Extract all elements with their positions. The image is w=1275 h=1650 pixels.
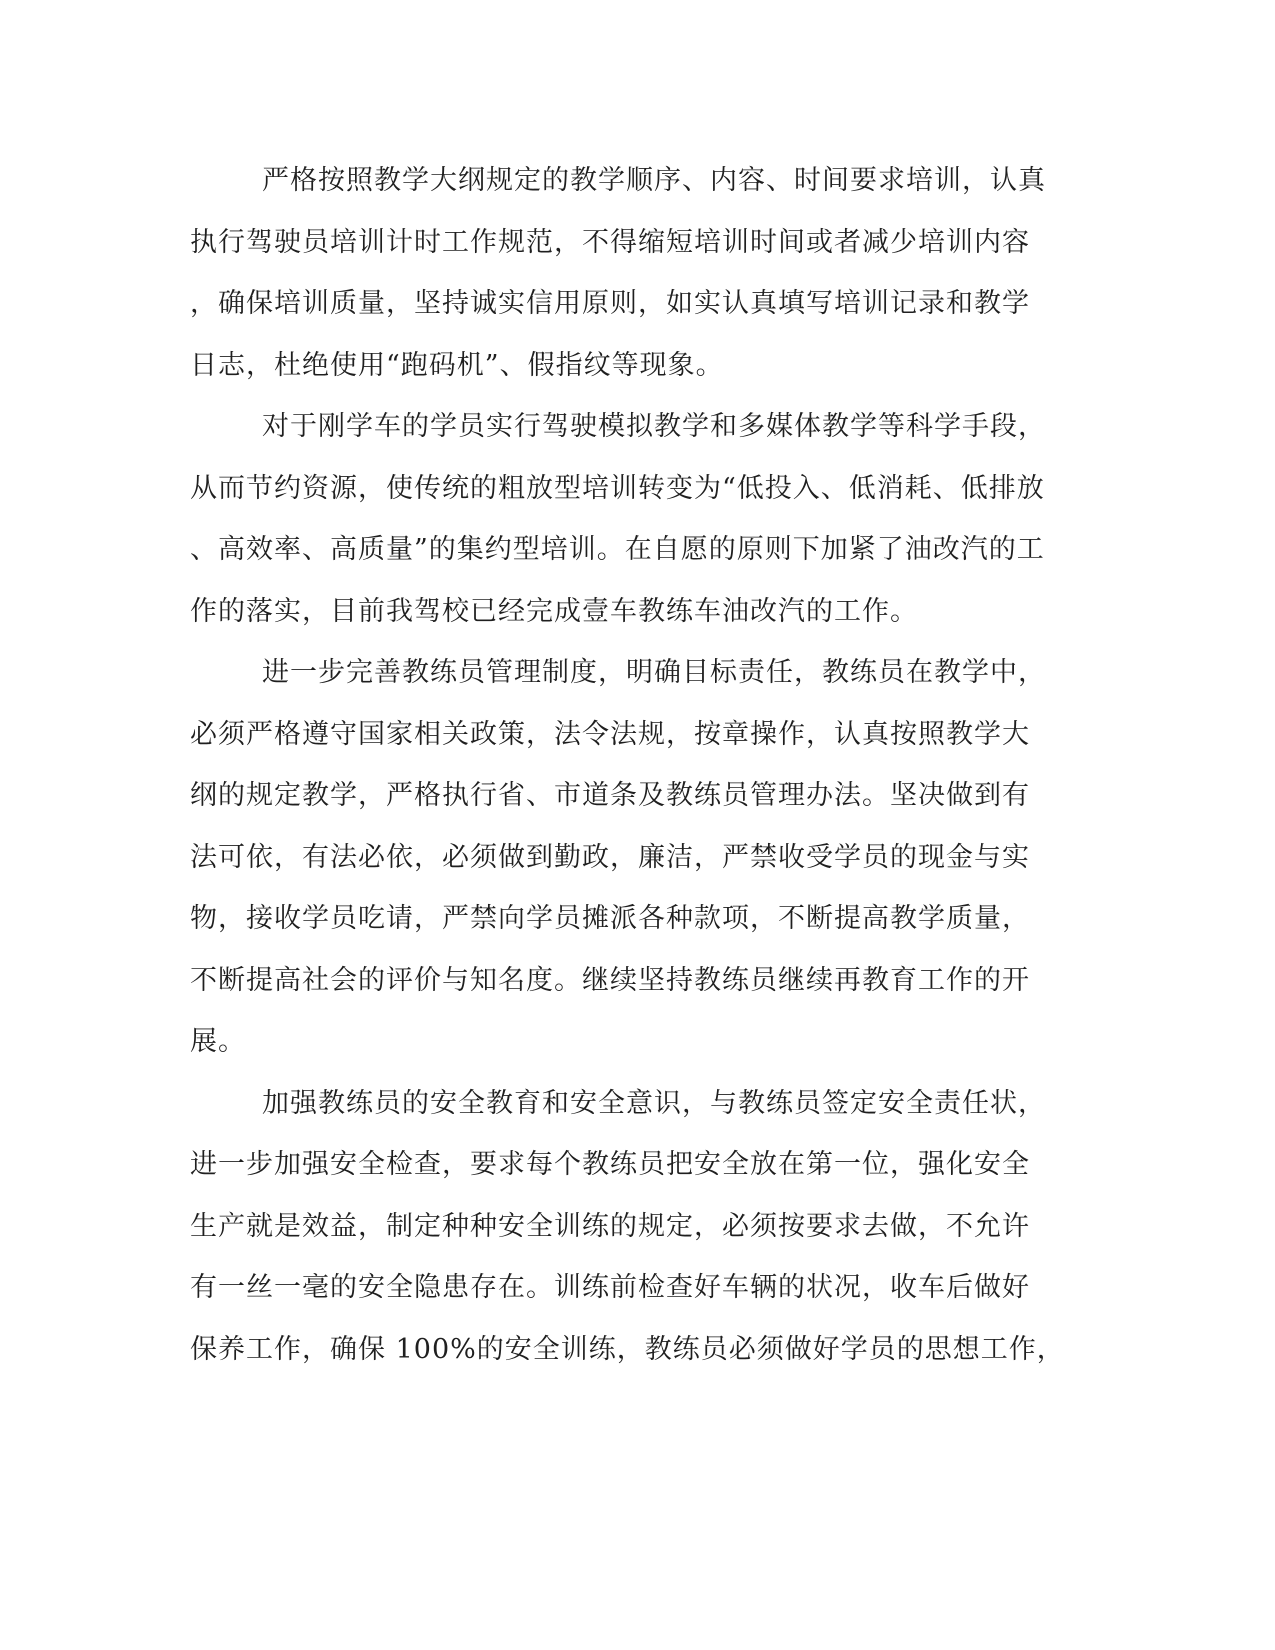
paragraph-4-line-1: 加强教练员的安全教育和安全意识，与教练员签定安全责任状，	[262, 1087, 1046, 1119]
paragraph-2-line-2: 从而节约资源，使传统的粗放型培训转变为“低投入、低消耗、低排放	[190, 472, 1045, 504]
paragraph-4-line-3: 生产就是效益，制定种种安全训练的规定，必须按要求去做，不允许	[190, 1210, 1030, 1242]
paragraph-4-line-2: 进一步加强安全检查，要求每个教练员把安全放在第一位，强化安全	[190, 1149, 1030, 1180]
paragraph-1-line-4: 日志，杜绝使用“跑码机”、假指纹等现象。	[190, 349, 724, 381]
paragraph-3-line-7: 展。	[190, 1026, 246, 1057]
paragraph-2-line-1: 对于刚学车的学员实行驾驶模拟教学和多媒体教学等科学手段，	[262, 411, 1046, 442]
paragraph-4-line-5: 保养工作，确保 100%的安全训练，教练员必须做好学员的思想工作，	[190, 1333, 1065, 1365]
paragraph-3-line-2: 必须严格遵守国家相关政策，法令法规，按章操作，认真按照教学大	[190, 718, 1030, 750]
paragraph-3-line-5: 物，接收学员吃请，严禁向学员摊派各种款项，不断提高教学质量，	[190, 903, 1030, 934]
paragraph-1-line-2: 执行驾驶员培训计时工作规范，不得缩短培训时间或者减少培训内容	[190, 226, 1030, 258]
paragraph-3-line-4: 法可依，有法必依，必须做到勤政，廉洁，严禁收受学员的现金与实	[190, 841, 1030, 873]
paragraph-3-line-6: 不断提高社会的评价与知名度。继续坚持教练员继续再教育工作的开	[190, 964, 1030, 996]
paragraph-1-line-1: 严格按照教学大纲规定的教学顺序、内容、时间要求培训，认真	[262, 165, 1046, 196]
paragraph-3-line-3: 纲的规定教学，严格执行省、市道条及教练员管理办法。坚决做到有	[190, 780, 1030, 811]
paragraph-3-line-1: 进一步完善教练员管理制度，明确目标责任，教练员在教学中，	[262, 657, 1046, 688]
document-body	[190, 150, 1070, 1380]
paragraph-2-line-4: 作的落实，目前我驾校已经完成壹车教练车油改汽的工作。	[190, 595, 918, 627]
paragraph-1-line-3: ，确保培训质量，坚持诚实信用原则，如实认真填写培训记录和教学	[190, 288, 1030, 319]
paragraph-2-line-3: 、高效率、高质量”的集约型培训。在自愿的原则下加紧了油改汽的工	[190, 534, 1045, 565]
paragraph-4-line-4: 有一丝一毫的安全隐患存在。训练前检查好车辆的状况，收车后做好	[190, 1272, 1030, 1303]
